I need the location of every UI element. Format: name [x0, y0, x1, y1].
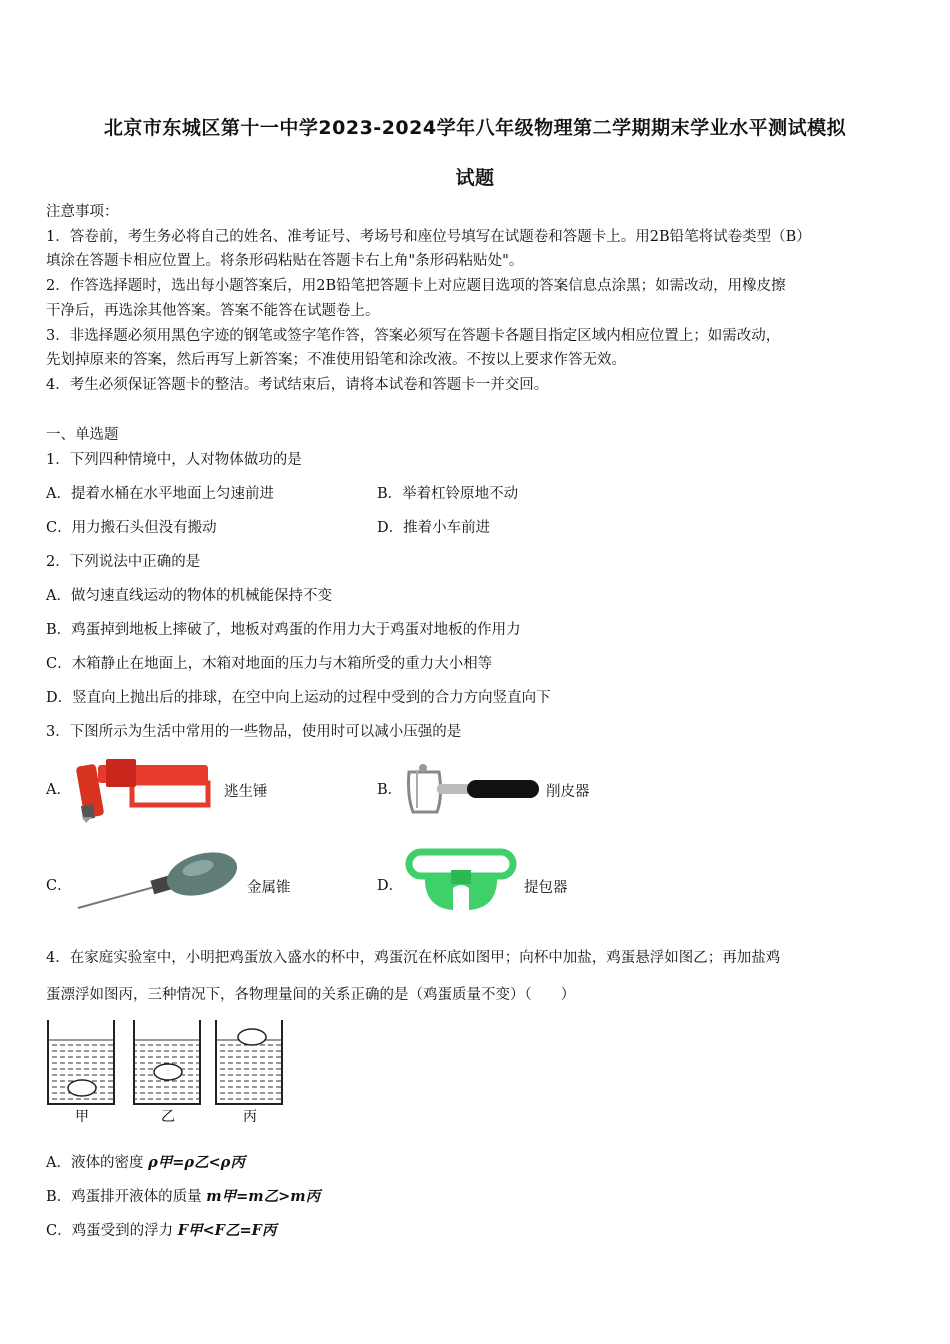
notice-heading: 注意事项： [46, 204, 119, 220]
question-4-option-c-formula: F甲<F乙=F丙 [177, 1222, 277, 1239]
question-4-option-a-text: A．液体的密度 [46, 1155, 144, 1171]
egg-beakers-figure [44, 1018, 286, 1126]
question-3-option-d-label: 提包器 [524, 880, 568, 896]
question-3-option-a-label: 逃生锤 [224, 784, 268, 800]
question-2-option-a: A．做匀速直线运动的物体的机械能保持不变 [46, 588, 332, 604]
question-3-option-c-label: 金属锥 [247, 880, 291, 896]
question-4-stem: 4．在家庭实验室中，小明把鸡蛋放入盛水的杯中，鸡蛋沉在杯底如图甲；向杯中加盐，鸡蛋悬浮如图乙；再加盐鸡 [46, 950, 781, 966]
question-4-option-b-formula: m甲=m乙>m丙 [206, 1188, 321, 1205]
question-4-option-c [46, 1221, 276, 1241]
question-3-option-d-letter: D． [377, 878, 404, 894]
question-4-option-b-text: B．鸡蛋排开液体的质量 [46, 1189, 202, 1205]
figure-label-yi: 乙 [161, 1109, 175, 1125]
figure-label-jia: 甲 [75, 1109, 89, 1125]
notice-item-2-cont: 干净后，再选涂其他答案。答案不能答在试题卷上。 [46, 303, 380, 319]
notice-item-4: 4．考生必须保证答题卡的整洁。考试结束后，请将本试卷和答题卡一并交回。 [46, 377, 549, 393]
page-title-continued: 试题 [455, 167, 495, 189]
notice-item-3: 3．非选择题必须用黑色字迹的钢笔或签字笔作答，答案必须写在答题卡各题目指定区域内相应位置上；如需改动， [46, 328, 781, 344]
question-3-stem: 3．下图所示为生活中常用的一些物品，使用时可以减小压强的是 [46, 724, 462, 740]
escape-hammer-image [76, 757, 216, 823]
question-2-option-b: B．鸡蛋掉到地板上摔破了，地板对鸡蛋的作用力大于鸡蛋对地板的作用力 [46, 622, 521, 638]
section-heading: 一、单选题 [46, 427, 119, 443]
notice-item-1-cont: 填涂在答题卡相应位置上。将条形码粘贴在答题卡右上角"条形码粘贴处"。 [46, 253, 524, 269]
question-4-stem-cont: 蛋漂浮如图丙，三种情况下，各物理量间的关系正确的是（鸡蛋质量不变）（ ） [46, 987, 576, 1003]
peeler-image [403, 760, 543, 820]
figure-label-bing: 丙 [243, 1109, 257, 1125]
notice-item-2: 2．作答选择题时，选出每小题答案后，用2B铅笔把答题卡上对应题目选项的答案信息点涂黑；如需改动，用橡皮擦 [46, 278, 786, 294]
question-3-option-b-letter: B． [377, 782, 403, 798]
question-3-option-b-label: 削皮器 [546, 784, 590, 800]
question-1-option-d: D．推着小车前进 [377, 520, 491, 536]
question-4-option-c-text: C．鸡蛋受到的浮力 [46, 1223, 174, 1239]
question-1-option-b: B．举着杠铃原地不动 [377, 486, 519, 502]
bag-hook-image [403, 848, 519, 914]
question-1-option-c: C．用力搬石头但没有搬动 [46, 520, 217, 536]
question-2-option-c: C．木箱静止在地面上，木箱对地面的压力与木箱所受的重力大小相等 [46, 656, 493, 672]
question-4-option-b [46, 1187, 320, 1207]
page-title: 北京市东城区第十一中学2023-2024学年八年级物理第二学期期末学业水平测试模拟 [103, 117, 847, 139]
question-1-stem: 1．下列四种情境中，人对物体做功的是 [46, 452, 302, 468]
question-1-option-a: A．提着水桶在水平地面上匀速前进 [46, 486, 274, 502]
question-3-option-a-letter: A． [46, 782, 71, 798]
metal-awl-image [76, 850, 242, 912]
notice-item-1: 1．答卷前，考生务必将自己的姓名、准考证号、考场号和座位号填写在试题卷和答题卡上。用2B铅笔将试卷类型（B） [46, 229, 811, 245]
question-4-option-a [46, 1153, 245, 1173]
question-2-option-d: D．竖直向上抛出后的排球，在空中向上运动的过程中受到的合力方向竖直向下 [46, 690, 551, 706]
question-3-option-c-letter: C． [46, 878, 72, 894]
notice-item-3-cont: 先划掉原来的答案，然后再写上新答案；不准使用铅笔和涂改液。不按以上要求作答无效。 [46, 352, 626, 368]
question-2-stem: 2．下列说法中正确的是 [46, 554, 201, 570]
question-4-option-a-formula: ρ甲=ρ乙<ρ丙 [148, 1154, 245, 1171]
